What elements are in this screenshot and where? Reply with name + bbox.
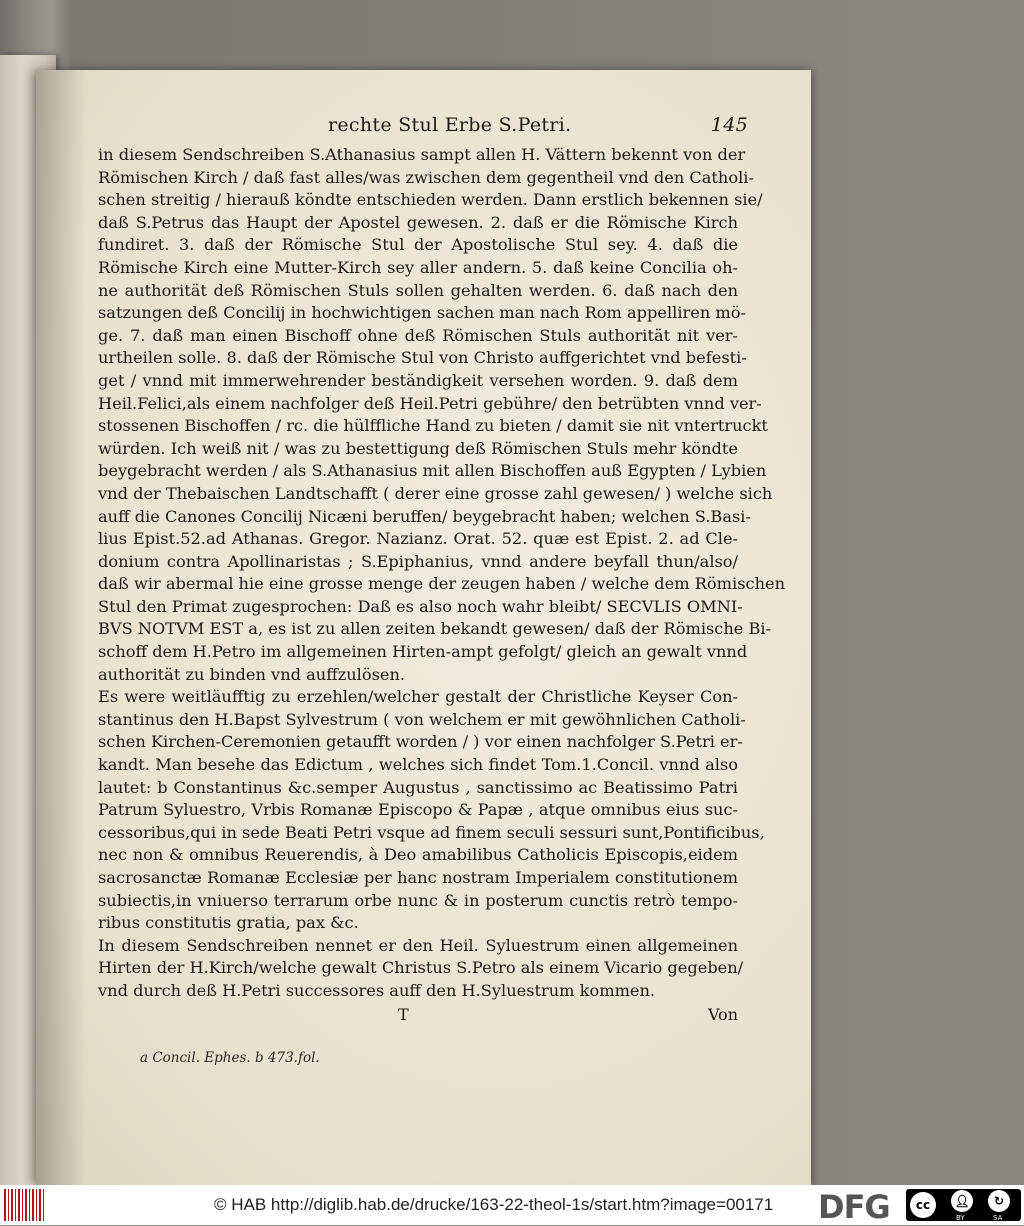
body-text [98,144,785,1003]
text-line: subiectis,in vniuerso terrarum orbe nunc & in posterum cunctis retrò tempo- [98,890,738,910]
by-person-icon: 👤︎ [951,1190,973,1212]
page-text-block [98,114,785,1031]
text-line: schoff dem H.Petro im allgemeinen Hirten-ampt gefolgt/ gleich an gewalt vnnd [98,642,748,662]
text-line: In diesem Sendschreiben nennet er den Heil. Syluestrum einen allgemeinen [98,935,738,955]
page-number: 145 [710,114,748,136]
cc-icon: cc [910,1192,936,1218]
text-line: Hirten der H.Kirch/welche gewalt Christus S.Petro als einem Vicario gegeben/ [98,958,744,978]
running-head-title: rechte Stul Erbe S.Petri. [328,114,572,136]
text-line: vnd der Thebaischen Landtschafft ( derer eine grosse zahl gewesen/ ) welche sich [98,483,773,503]
text-line: fundiret. 3. daß der Römische Stul der Apostolische Stul sey. 4. daß die [98,235,738,255]
text-line: ge. 7. daß man einen Bischoff ohne deß Römischen Stuls authorität nit ver- [98,325,738,345]
text-line: cessoribus,qui in sede Beati Petri vsque ad finem seculi sessuri sunt,Pontificibus, [98,822,765,842]
source-credit-link[interactable]: © HAB http://diglib.hab.de/drucke/163-22-theol-1s/start.htm?image=00171 [214,1195,774,1214]
text-line: auff die Canones Concilij Nicæni beruffen/ beygebracht haben; welchen S.Basi- [98,506,751,526]
text-line: ne authorität deß Römischen Stuls sollen gehalten werden. 6. daß nach den [98,280,738,300]
text-line: BVS NOTVM EST a, es ist zu allen zeiten bekandt gewesen/ daß der Römische Bi- [98,619,772,639]
dfg-logo: DFG [818,1188,890,1226]
text-line: in diesem Sendschreiben S.Athanasius sampt allen H. Vättern bekennt von der [98,145,746,164]
text-line: get / vnnd mit immerwehrender beständigkeit versehen worden. 9. daß dem [98,370,738,390]
text-line: beygebracht werden / als S.Athanasius mit allen Bischoffen auß Egypten / Lybien [98,461,767,481]
text-line: Es were weitläufftig zu erzehlen/welcher gestalt der Christliche Keyser Con- [98,687,738,707]
by-label: BY [956,1214,965,1222]
footnote: a Concil. Ephes. b 473.fol. [140,1050,320,1066]
text-line: urtheilen solle. 8. daß der Römische Stul von Christo auffgerichtet vnd befesti- [98,348,747,368]
text-line: authorität zu binden vnd auffzulösen. [98,664,406,684]
text-line: lautet: b Constantinus &c.semper Augustus , sanctissimo ac Beatissimo Patri [98,777,738,797]
text-line: Römischen Kirch / daß fast alles/was zwischen dem gegentheil vnd den Catholi- [98,167,754,187]
sa-label: SA [993,1214,1003,1222]
text-line: lius Epist.52.ad Athanas. Gregor. Nazianz. Orat. 52. quæ est Epist. 2. ad Cle- [98,529,738,549]
text-line: Heil.Felici,als einem nachfolger deß Heil.Petri gebühre/ den betrübten vnnd ver- [98,393,762,413]
catchword: Von [707,1004,738,1024]
text-line: kandt. Man besehe das Edictum , welches sich findet Tom.1.Concil. vnnd also [98,755,738,775]
page-gutter-shadow [36,70,86,1185]
viewer-footer [0,1185,1024,1225]
text-line: ribus constitutis gratia, pax &c. [98,913,359,933]
text-line: würden. Ich weiß nit / was zu bestettigung deß Römischen Stuls mehr köndte [98,438,738,458]
share-alike-icon: ↻ [988,1190,1010,1212]
text-line: daß S.Petrus das Haupt der Apostel gewesen. 2. daß er die Römische Kirch [98,212,738,232]
cc-license-badge[interactable] [906,1189,1021,1221]
text-line: stantinus den H.Bapst Sylvestrum ( von welchem er mit gewöhnlichen Catholi- [98,709,746,729]
text-line: Stul den Primat zugesprochen: Daß es also noch wahr bleibt/ SECVLIS OMNI- [98,596,743,616]
text-line: daß wir abermal hie eine grosse menge der zeugen haben / welche dem Römischen [98,574,785,594]
text-line: sacrosanctæ Romanæ Ecclesiæ per hanc nostram Imperialem constitutionem [98,868,738,887]
book-page [36,70,811,1185]
text-line: Römische Kirch eine Mutter-Kirch sey aller andern. 5. daß keine Concilia oh- [98,257,738,277]
text-line: vnd durch deß H.Petri successores auff den H.Syluestrum kommen. [98,980,656,1000]
text-line: satzungen deß Concilij in hochwichtigen sachen man nach Rom appelliren mö- [98,303,746,323]
signature-mark: T [398,1004,409,1024]
text-line: nec non & omnibus Reuerendis, à Deo amabilibus Catholicis Episcopis,eidem [98,845,738,865]
running-head [98,114,748,144]
text-line: schen Kirchen-Ceremonien getaufft worden / ) vor einen nachfolger S.Petri er- [98,732,743,752]
catchwords-row [98,1005,738,1031]
hab-logo-icon [4,1189,44,1221]
text-line: donium contra Apollinaristas ; S.Epiphanius, vnnd andere beyfall thun/also/ [98,551,738,571]
text-line: schen streitig / hierauß köndte entschieden werden. Dann erstlich bekennen sie/ [98,190,763,210]
text-line: stossenen Bischoffen / rc. die hülffliche Hand zu bieten / damit sie nit vntertruckt [98,416,768,436]
text-line: Patrum Syluestro, Vrbis Romanæ Episcopo & Papæ , atque omnibus eius suc- [98,800,738,820]
